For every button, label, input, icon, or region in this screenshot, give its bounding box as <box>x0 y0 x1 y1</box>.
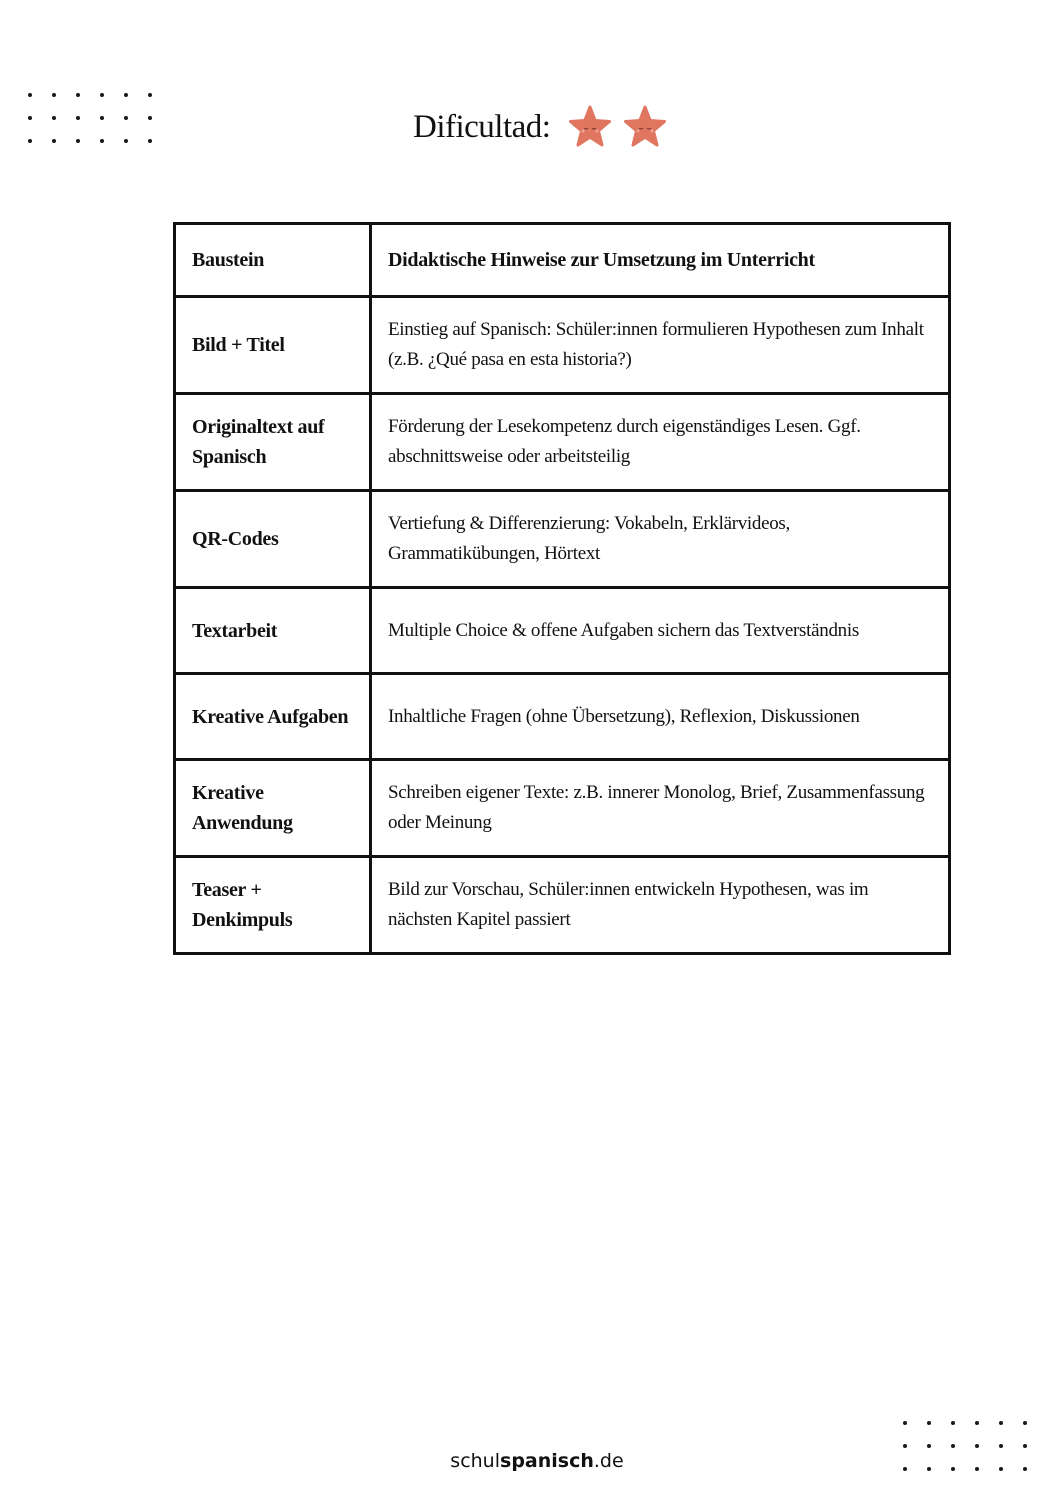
dot <box>148 116 152 120</box>
dot <box>951 1444 955 1448</box>
star-icon <box>567 104 613 150</box>
dot <box>1023 1421 1027 1425</box>
difficulty-header <box>413 104 677 150</box>
footer-brand: spanisch <box>500 1450 594 1472</box>
hinweis-cell: Vertiefung & Differenzierung: Vokabeln, Erklärvideos, Grammatikübungen, Hörtext <box>371 491 950 588</box>
dot <box>100 116 104 120</box>
dot <box>903 1421 907 1425</box>
baustein-cell: Kreative Aufgaben <box>175 674 371 760</box>
hinweis-cell: Bild zur Vorschau, Schüler:innen entwickeln Hypothesen, was im nächsten Kapitel passiert <box>371 857 950 954</box>
dot <box>76 116 80 120</box>
decorative-dots-top-left <box>28 93 172 162</box>
dot <box>52 139 56 143</box>
table-row <box>175 674 950 760</box>
baustein-cell: Teaser + Denkimpuls <box>175 857 371 954</box>
table-row <box>175 588 950 674</box>
star-icon <box>622 104 668 150</box>
dot <box>999 1421 1003 1425</box>
dot <box>124 93 128 97</box>
column-header-baustein: Baustein <box>175 224 371 297</box>
dot <box>148 93 152 97</box>
dot <box>124 116 128 120</box>
baustein-cell: Originaltext auf Spanisch <box>175 394 371 491</box>
dot <box>124 139 128 143</box>
table-row <box>175 394 950 491</box>
dot <box>927 1444 931 1448</box>
footer-suffix: .de <box>593 1450 624 1472</box>
dot <box>76 93 80 97</box>
baustein-cell: Textarbeit <box>175 588 371 674</box>
hinweis-cell: Einstieg auf Spanisch: Schüler:innen formulieren Hypothesen zum Inhalt (z.B. ¿Qué pasa en esta historia?) <box>371 297 950 394</box>
dot <box>28 116 32 120</box>
dot <box>76 139 80 143</box>
hinweis-cell: Förderung der Lesekompetenz durch eigenständiges Lesen. Ggf. abschnittsweise oder arbeitsteilig <box>371 394 950 491</box>
column-header-hinweise: Didaktische Hinweise zur Umsetzung im Unterricht <box>371 224 950 297</box>
table-header-row <box>175 224 950 297</box>
table-row <box>175 857 950 954</box>
hinweis-cell: Schreiben eigener Texte: z.B. innerer Monolog, Brief, Zusammenfassung oder Meinung <box>371 760 950 857</box>
dot <box>1023 1444 1027 1448</box>
difficulty-rating <box>567 104 677 150</box>
table-row <box>175 491 950 588</box>
footer-prefix: schul <box>450 1450 501 1472</box>
footer-website <box>0 1450 1060 1472</box>
difficulty-title: Dificultad: <box>413 108 551 145</box>
dot <box>100 93 104 97</box>
dot <box>100 139 104 143</box>
didactic-table <box>173 222 951 955</box>
dot <box>148 139 152 143</box>
table-row <box>175 297 950 394</box>
dot <box>975 1421 979 1425</box>
dot <box>52 93 56 97</box>
baustein-cell: QR-Codes <box>175 491 371 588</box>
hinweis-cell: Inhaltliche Fragen (ohne Übersetzung), Reflexion, Diskussionen <box>371 674 950 760</box>
baustein-cell: Kreative Anwendung <box>175 760 371 857</box>
dot <box>999 1444 1003 1448</box>
dot <box>28 139 32 143</box>
dot <box>28 93 32 97</box>
dot <box>975 1444 979 1448</box>
dot <box>903 1444 907 1448</box>
baustein-cell: Bild + Titel <box>175 297 371 394</box>
dot <box>951 1421 955 1425</box>
hinweis-cell: Multiple Choice & offene Aufgaben sichern das Textverständnis <box>371 588 950 674</box>
table-row <box>175 760 950 857</box>
dot <box>52 116 56 120</box>
dot <box>927 1421 931 1425</box>
